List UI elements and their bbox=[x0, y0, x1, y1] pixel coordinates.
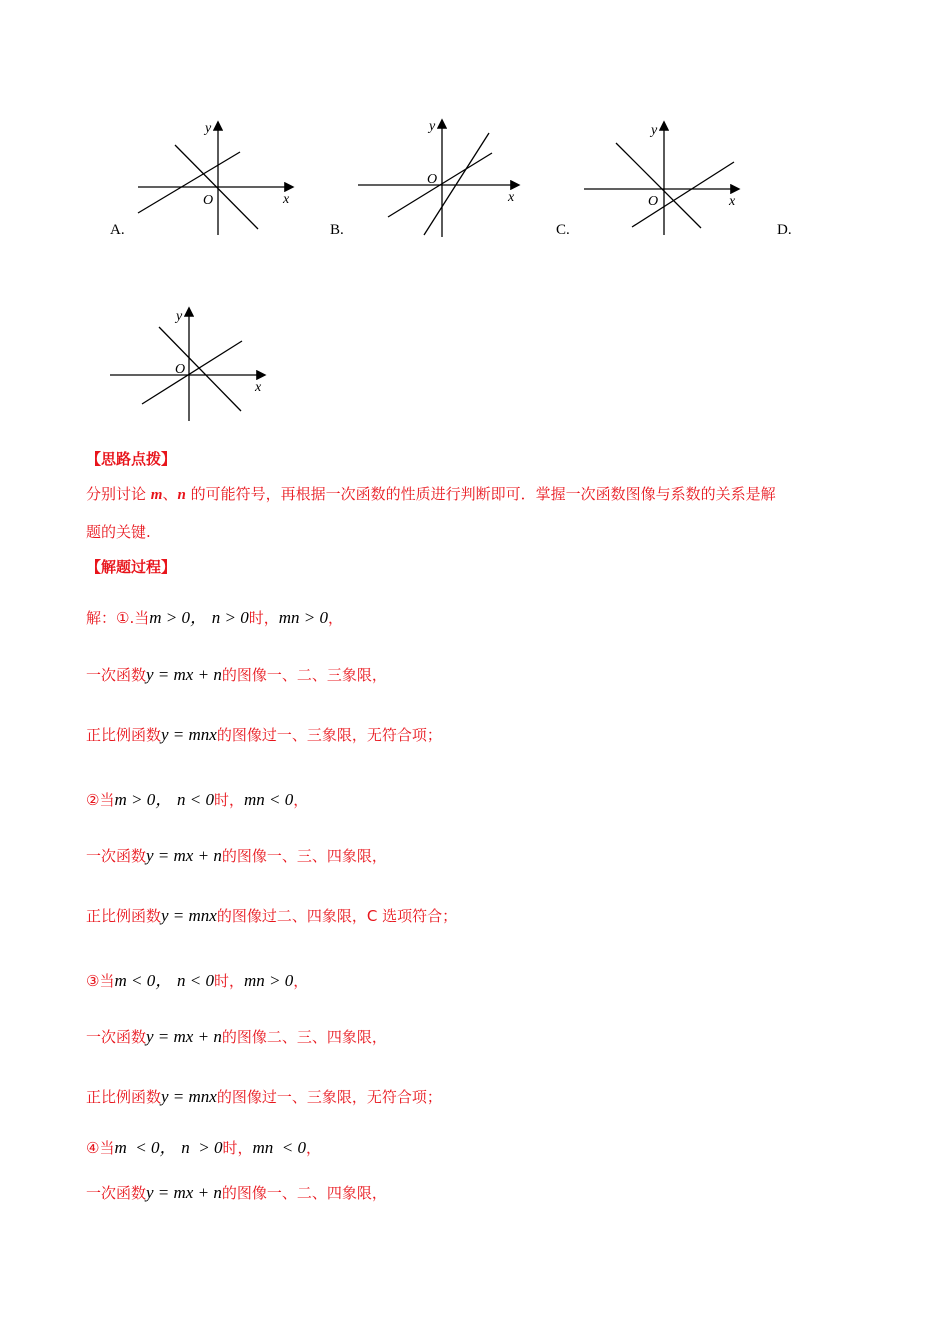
solution-line-4 bbox=[86, 785, 308, 810]
solution-line-6 bbox=[86, 905, 457, 926]
text: 时， bbox=[222, 1139, 253, 1157]
solution-line-8 bbox=[86, 1026, 387, 1047]
text: 时， bbox=[248, 609, 279, 627]
text: 的图像一、三、四象限， bbox=[221, 847, 387, 865]
graph-a bbox=[130, 115, 305, 244]
solution-line-3 bbox=[86, 724, 442, 745]
graph-b bbox=[350, 115, 525, 244]
option-c-label: C. bbox=[556, 222, 570, 238]
y-label: y bbox=[176, 309, 183, 324]
option-d-label: D. bbox=[777, 222, 792, 238]
x-label: x bbox=[508, 190, 515, 205]
text: 的图像一、二、三象限， bbox=[221, 666, 387, 684]
solution-line-9 bbox=[86, 1086, 442, 1107]
hint-text-post: 的可能符号，再根据一次函数的性质进行判断即可．掌握一次函数图像与系数的关系是解 bbox=[185, 485, 776, 503]
text: 解：①.当 bbox=[86, 609, 150, 627]
text: ， bbox=[293, 972, 309, 990]
line-decreasing bbox=[616, 143, 701, 228]
text: ③当 bbox=[86, 972, 115, 990]
math-m: m > 0， bbox=[149, 608, 207, 627]
text: 的图像过一、三象限，无符合项； bbox=[216, 1088, 442, 1106]
hint-var-m: m bbox=[150, 487, 163, 503]
text: 的图像一、二、四象限， bbox=[221, 1184, 387, 1202]
x-label: x bbox=[283, 192, 290, 207]
solution-line-11 bbox=[86, 1182, 387, 1203]
text: ， bbox=[305, 1139, 321, 1157]
formula: y = mx + n bbox=[146, 846, 222, 865]
option-a-label: A. bbox=[110, 222, 125, 238]
formula: y = mx + n bbox=[146, 1027, 222, 1046]
solution-line-2 bbox=[86, 664, 387, 685]
text: 一次函数 bbox=[86, 666, 147, 684]
text: 一次函数 bbox=[86, 847, 147, 865]
solution-line-7 bbox=[86, 966, 308, 991]
x-label: x bbox=[729, 194, 736, 209]
math-m: m < 0， bbox=[114, 971, 173, 990]
text: 一次函数 bbox=[86, 1028, 147, 1046]
math-mn: mn < 0 bbox=[243, 790, 294, 809]
hint-line-2: 题的关键. bbox=[86, 523, 151, 541]
math-mn: mn > 0 bbox=[243, 971, 294, 990]
math-n: n < 0 bbox=[176, 790, 214, 809]
hint-heading: 【思路点拨】 bbox=[86, 450, 177, 468]
math-mn: mn > 0 bbox=[278, 608, 328, 627]
origin-label: O bbox=[648, 194, 659, 209]
hint-var-n: n bbox=[177, 487, 186, 503]
text: 的图像过二、四象限，C 选项符合； bbox=[216, 907, 458, 925]
text: 时， bbox=[213, 791, 244, 809]
y-label: y bbox=[429, 119, 436, 134]
hint-text-pre: 分别讨论 bbox=[86, 485, 151, 503]
math-m: m > 0， bbox=[114, 790, 173, 809]
text: 一次函数 bbox=[86, 1184, 147, 1202]
origin-label: O bbox=[175, 362, 186, 377]
text: 时， bbox=[213, 972, 244, 990]
formula: y = mnx bbox=[161, 725, 217, 744]
text: 正比例函数 bbox=[86, 1088, 162, 1106]
y-label: y bbox=[651, 123, 658, 138]
solution-line-5 bbox=[86, 845, 387, 866]
line-increasing bbox=[138, 152, 240, 213]
text: 的图像二、三、四象限， bbox=[221, 1028, 387, 1046]
text: ④当 bbox=[86, 1139, 115, 1157]
math-n: n < 0 bbox=[176, 971, 214, 990]
hint-line-1 bbox=[86, 483, 776, 504]
math-n: n > 0 bbox=[211, 608, 249, 627]
formula: y = mx + n bbox=[146, 1183, 222, 1202]
formula: y = mx + n bbox=[146, 665, 222, 684]
text: ， bbox=[293, 791, 309, 809]
origin-label: O bbox=[203, 193, 214, 208]
y-label: y bbox=[205, 121, 212, 136]
math-mn: mn < 0 bbox=[252, 1138, 306, 1157]
solution-line-10 bbox=[86, 1133, 321, 1158]
line-decreasing bbox=[159, 327, 241, 411]
text: 的图像过一、三象限，无符合项； bbox=[216, 726, 442, 744]
text: 正比例函数 bbox=[86, 726, 162, 744]
hint-sep: 、 bbox=[162, 485, 178, 503]
text: ②当 bbox=[86, 791, 115, 809]
solution-heading: 【解题过程】 bbox=[86, 558, 177, 576]
solution-line-1 bbox=[86, 603, 343, 628]
formula: y = mnx bbox=[161, 1087, 217, 1106]
x-label: x bbox=[255, 380, 262, 395]
graph-c bbox=[576, 115, 751, 244]
line-increasing bbox=[142, 341, 242, 404]
formula: y = mnx bbox=[161, 906, 217, 925]
origin-label: O bbox=[427, 172, 438, 187]
option-b-label: B. bbox=[330, 222, 344, 238]
text: 正比例函数 bbox=[86, 907, 162, 925]
graph-d bbox=[104, 303, 279, 432]
math-m: m < 0， bbox=[114, 1138, 177, 1157]
text: ， bbox=[328, 609, 344, 627]
math-n: n > 0 bbox=[181, 1138, 223, 1157]
